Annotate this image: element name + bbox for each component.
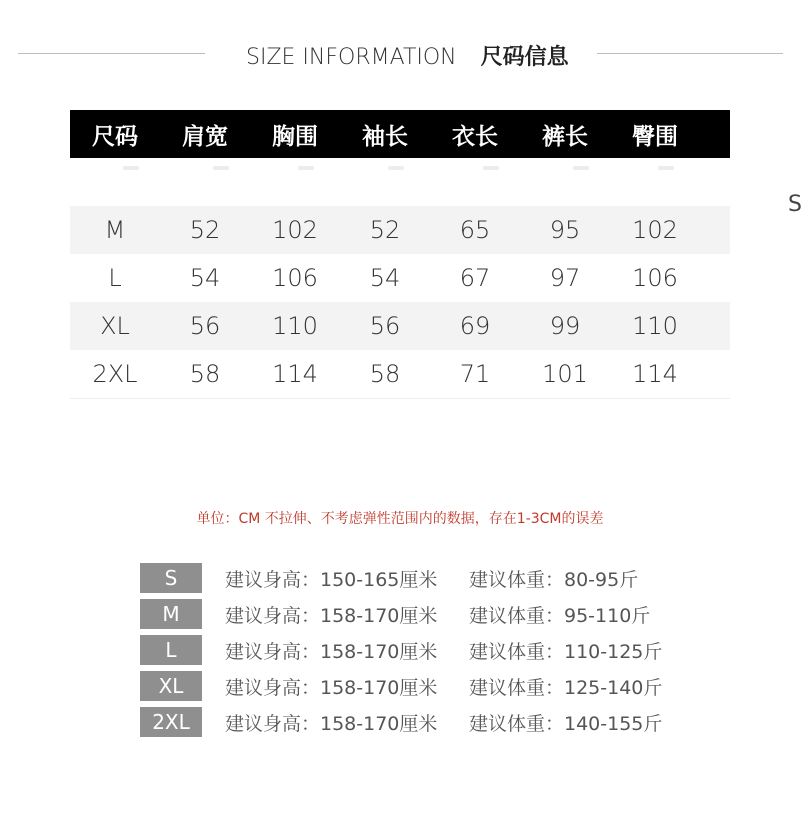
recommended-weight: 建议体重：125-140斤	[469, 677, 663, 699]
title-divider-left	[18, 53, 205, 54]
table-cell: 110	[632, 312, 678, 340]
table-cell: 106	[632, 264, 678, 292]
table-cell: 114	[272, 360, 318, 388]
size-badge: XL	[140, 671, 202, 701]
recommended-weight: 建议体重：140-155斤	[469, 713, 663, 735]
size-recommendations	[140, 563, 700, 743]
table-cell: 52	[189, 216, 221, 244]
table-cell: 58	[369, 360, 401, 388]
recommended-height: 建议身高：158-170厘米	[225, 677, 438, 699]
table-cell: 52	[369, 216, 401, 244]
table-row	[70, 254, 730, 302]
section-title-row	[0, 36, 800, 70]
size-badge: S	[140, 563, 202, 593]
recommended-height: 建议身高：158-170厘米	[225, 713, 438, 735]
table-cell: 97	[549, 264, 581, 292]
table-cell: 95	[549, 216, 581, 244]
title-divider-right	[597, 53, 783, 54]
recommendation-row	[140, 599, 700, 635]
table-cell: 110	[272, 312, 318, 340]
recommended-height: 建议身高：158-170厘米	[225, 641, 438, 663]
table-cell: L	[108, 264, 122, 292]
table-cell: 106	[272, 264, 318, 292]
recommendation-row	[140, 671, 700, 707]
header-cell-size: 尺码	[92, 123, 138, 150]
header-cell-length: 衣长	[452, 123, 498, 150]
table-row	[70, 302, 730, 350]
header-cell-chest: 胸围	[272, 123, 318, 150]
recommended-weight: 建议体重：80-95斤	[469, 569, 639, 591]
table-cell: 2XL	[92, 360, 138, 388]
measurement-note: 单位：CM 不拉伸、不考虑弹性范围内的数据，存在1-3CM的误差	[196, 511, 604, 527]
header-cell-pants: 裤长	[542, 123, 588, 150]
table-cell: 54	[369, 264, 401, 292]
table-row	[70, 206, 730, 254]
table-cell: 65	[459, 216, 491, 244]
table-cell: M	[104, 216, 126, 244]
table-cell: 101	[542, 360, 588, 388]
clipped-edge-text: S	[788, 192, 802, 217]
recommendation-row	[140, 563, 700, 599]
table-cell: 54	[189, 264, 221, 292]
table-cell: 56	[189, 312, 221, 340]
table-cell: 102	[272, 216, 318, 244]
header-cell-sleeve: 袖长	[362, 123, 408, 150]
recommended-weight: 建议体重：95-110斤	[469, 605, 651, 627]
table-header	[70, 110, 730, 158]
header-cell-shoulder: 肩宽	[182, 123, 228, 150]
header-cell-hip: 臀围	[632, 123, 678, 150]
table-cell: 114	[632, 360, 678, 388]
table-cell: 71	[459, 360, 491, 388]
size-badge: L	[140, 635, 202, 665]
table-cell: 69	[459, 312, 491, 340]
recommended-height: 建议身高：158-170厘米	[225, 605, 438, 627]
recommendation-row	[140, 707, 700, 743]
title-english: SIZE INFORMATION	[246, 45, 457, 70]
table-cell: 56	[369, 312, 401, 340]
size-badge: 2XL	[140, 707, 202, 737]
table-cell: 67	[459, 264, 491, 292]
section-title	[246, 40, 569, 71]
table-cell: 58	[189, 360, 221, 388]
recommended-height: 建议身高：150-165厘米	[225, 569, 438, 591]
table-row	[70, 350, 730, 399]
title-chinese: 尺码信息	[480, 45, 569, 70]
table-cell: 99	[549, 312, 581, 340]
faded-row	[70, 158, 730, 206]
recommendation-row	[140, 635, 700, 671]
size-badge: M	[140, 599, 202, 629]
table-cell: 102	[632, 216, 678, 244]
recommended-weight: 建议体重：110-125斤	[469, 641, 663, 663]
table-cell: XL	[100, 312, 130, 340]
size-table	[70, 110, 730, 399]
